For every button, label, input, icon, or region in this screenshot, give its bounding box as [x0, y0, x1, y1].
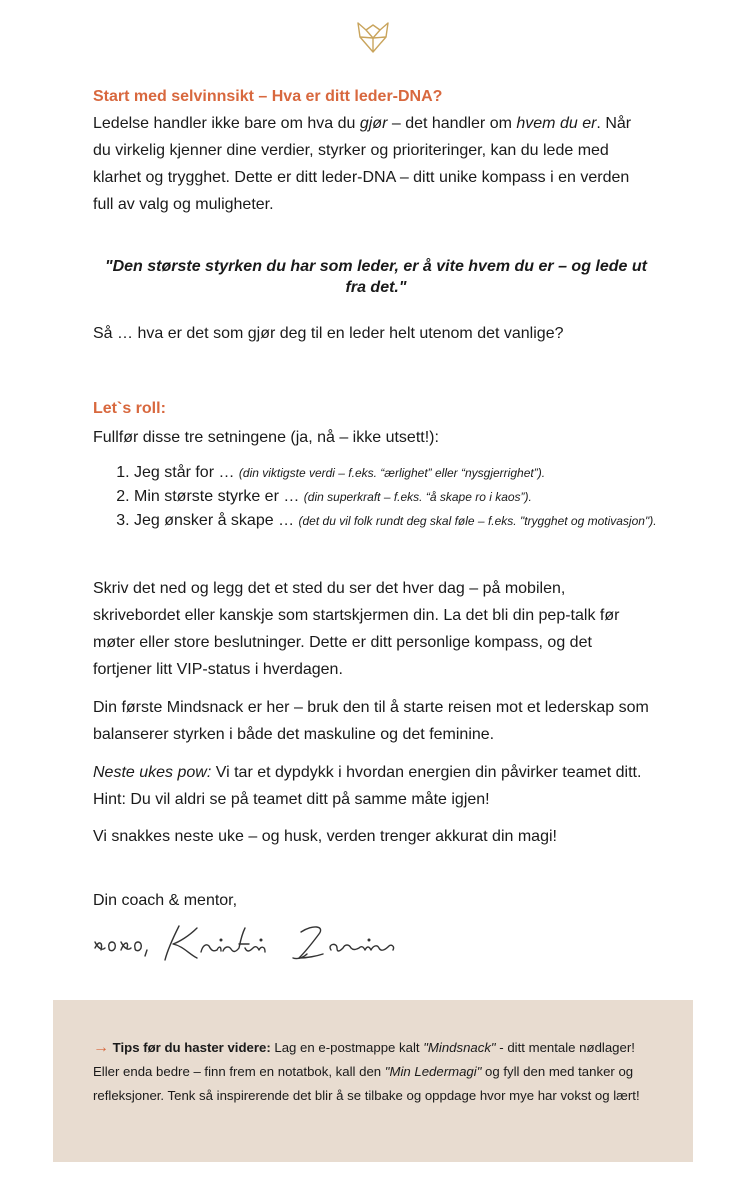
intro-paragraph: Ledelse handler ikke bare om hva du gjør – det handler om hvem du er. Når du virkelig kjenner dine verdier, styrker og prioriteringer, kan du lede med klarhet og trygghet. Dette er ditt leder-DNA – ditt unike kompass i en verden full av valg og muligheter. [93, 115, 632, 213]
mindsnack-paragraph: Din første Mindsnack er her – bruk den til å starte reisen mot et lederskap som balanserer styrken i både det maskuline og det feminine. [93, 699, 649, 743]
list-item: 2. Min største styrke er … (din superkraft – f.eks. “å skape ro i kaos”). [134, 485, 694, 509]
list-item: 1. Jeg står for … (din viktigste verdi – f.eks. “ærlighet” eller “nysgjerrighet”). [134, 461, 694, 485]
closing-text: Vi snakkes neste uke – og husk, verden trenger akkurat din magi! [93, 828, 557, 845]
next-week-paragraph: Neste ukes pow: Vi tar et dypdykk i hvordan energien din påvirker teamet ditt. Hint: Du vil aldri se på teamet ditt på samme måte igjen! [93, 764, 642, 808]
section-heading-lets-roll: Let`s roll: [93, 400, 166, 417]
signoff-text: Din coach & mentor, [93, 892, 238, 909]
write-it-down-paragraph: Skriv det ned og legg det et sted du ser det hver dag – på mobilen, skrivebordet eller kanskje som startskjermen din. La det bli din pep-talk før møter eller store beslutninger. Dette er ditt personlige kompass, og det fortjener litt VIP-status i hverdagen. [93, 580, 620, 678]
sentence-list [93, 461, 694, 533]
question-text: Så … hva er det som gjør deg til en leder helt utenom det vanlige? [93, 325, 564, 342]
arrow-right-icon: → [93, 1039, 109, 1056]
instruction-text: Fullfør disse tre setningene (ja, nå – ikke utsett!): [93, 429, 439, 446]
handwritten-signature [93, 918, 398, 966]
section-heading-leader-dna: Start med selvinnsikt – Hva er ditt leder-DNA? [93, 88, 443, 105]
tip-box [53, 1000, 693, 1162]
fox-logo-icon [355, 20, 391, 54]
tip-text: → Tips før du haster videre: Lag en e-postmappe kalt "Mindsnack" - ditt mentale nødlager! Eller enda bedre – finn frem en notatbok, kall den "Min Ledermagi" og fyll den med tanker og refleksjoner. Tenk så inspirerende det blir å se tilbake og oppdage hvor mye har vokst og lært! [93, 1039, 640, 1103]
leadership-quote: "Den største styrken du har som leder, er å vite hvem du er – og lede ut fra det." [105, 258, 647, 296]
list-item: 3. Jeg ønsker å skape … (det du vil folk rundt deg skal føle – f.eks. "trygghet og motivasjon"). [134, 509, 694, 533]
